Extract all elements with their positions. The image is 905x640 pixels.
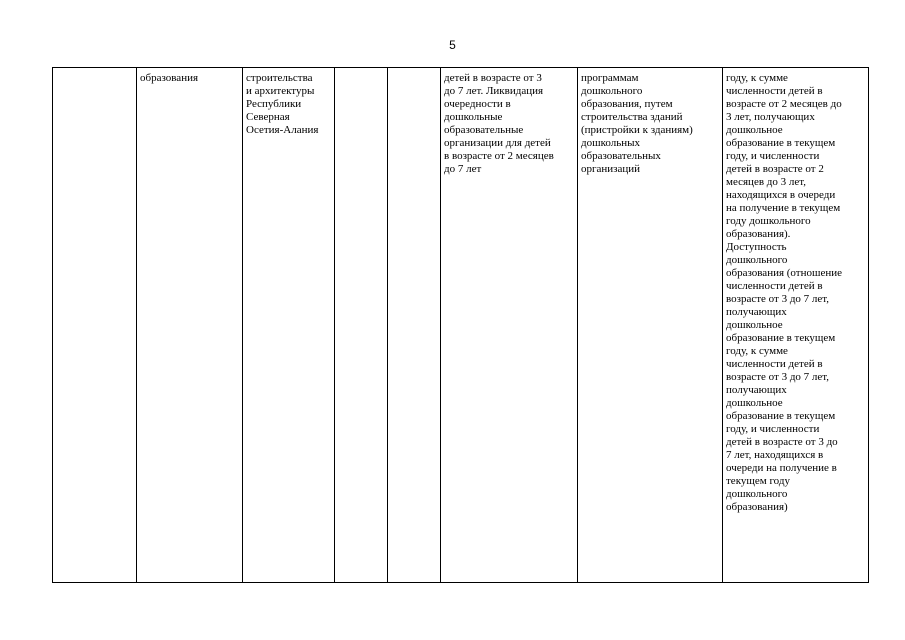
- table-cell-6: [441, 68, 578, 583]
- table-cell-1: [53, 68, 137, 583]
- table-cell-2: [137, 68, 243, 583]
- program-table: [52, 67, 869, 583]
- table-cell-3: [243, 68, 335, 583]
- table-row: [53, 68, 869, 583]
- table-cell-8: [723, 68, 869, 583]
- cell-text: строительства и архитектуры Республики Северная Осетия-Алания: [246, 72, 319, 136]
- cell-text: программам дошкольного образования, путем строительства зданий (пристройки к зданиям) дошкольных образовательных организаций: [581, 72, 693, 175]
- table-cell-5: [388, 68, 441, 583]
- table-cell-4: [335, 68, 388, 583]
- table-cell-7: [578, 68, 723, 583]
- page-number: 5: [449, 38, 456, 52]
- cell-text: образования: [140, 72, 199, 84]
- cell-text: детей в возрасте от 3 до 7 лет. Ликвидация очередности в дошкольные образовательные организации для детей в возрасте от 2 месяцев до 7 лет: [444, 72, 554, 175]
- cell-text: году, к сумме численности детей в возрасте от 2 месяцев до 3 лет, получающих дошкольное образование в текущем году, и численности детей в возрасте от 2 месяцев до 3 лет, находящихся в очереди на получение в текущем году дошкольного образования). Доступность дошкольного образования (отношение численности детей в возрасте от 3 до 7 лет, получающих дошкольное образование в текущем году, к сумме численности детей в возрасте от 3 до 7 лет, получающих дошкольное образование в текущем году, и численности детей в возрасте от 3 до 7 лет, находящихся в очереди на получение в текущем году дошкольного образования): [726, 72, 842, 513]
